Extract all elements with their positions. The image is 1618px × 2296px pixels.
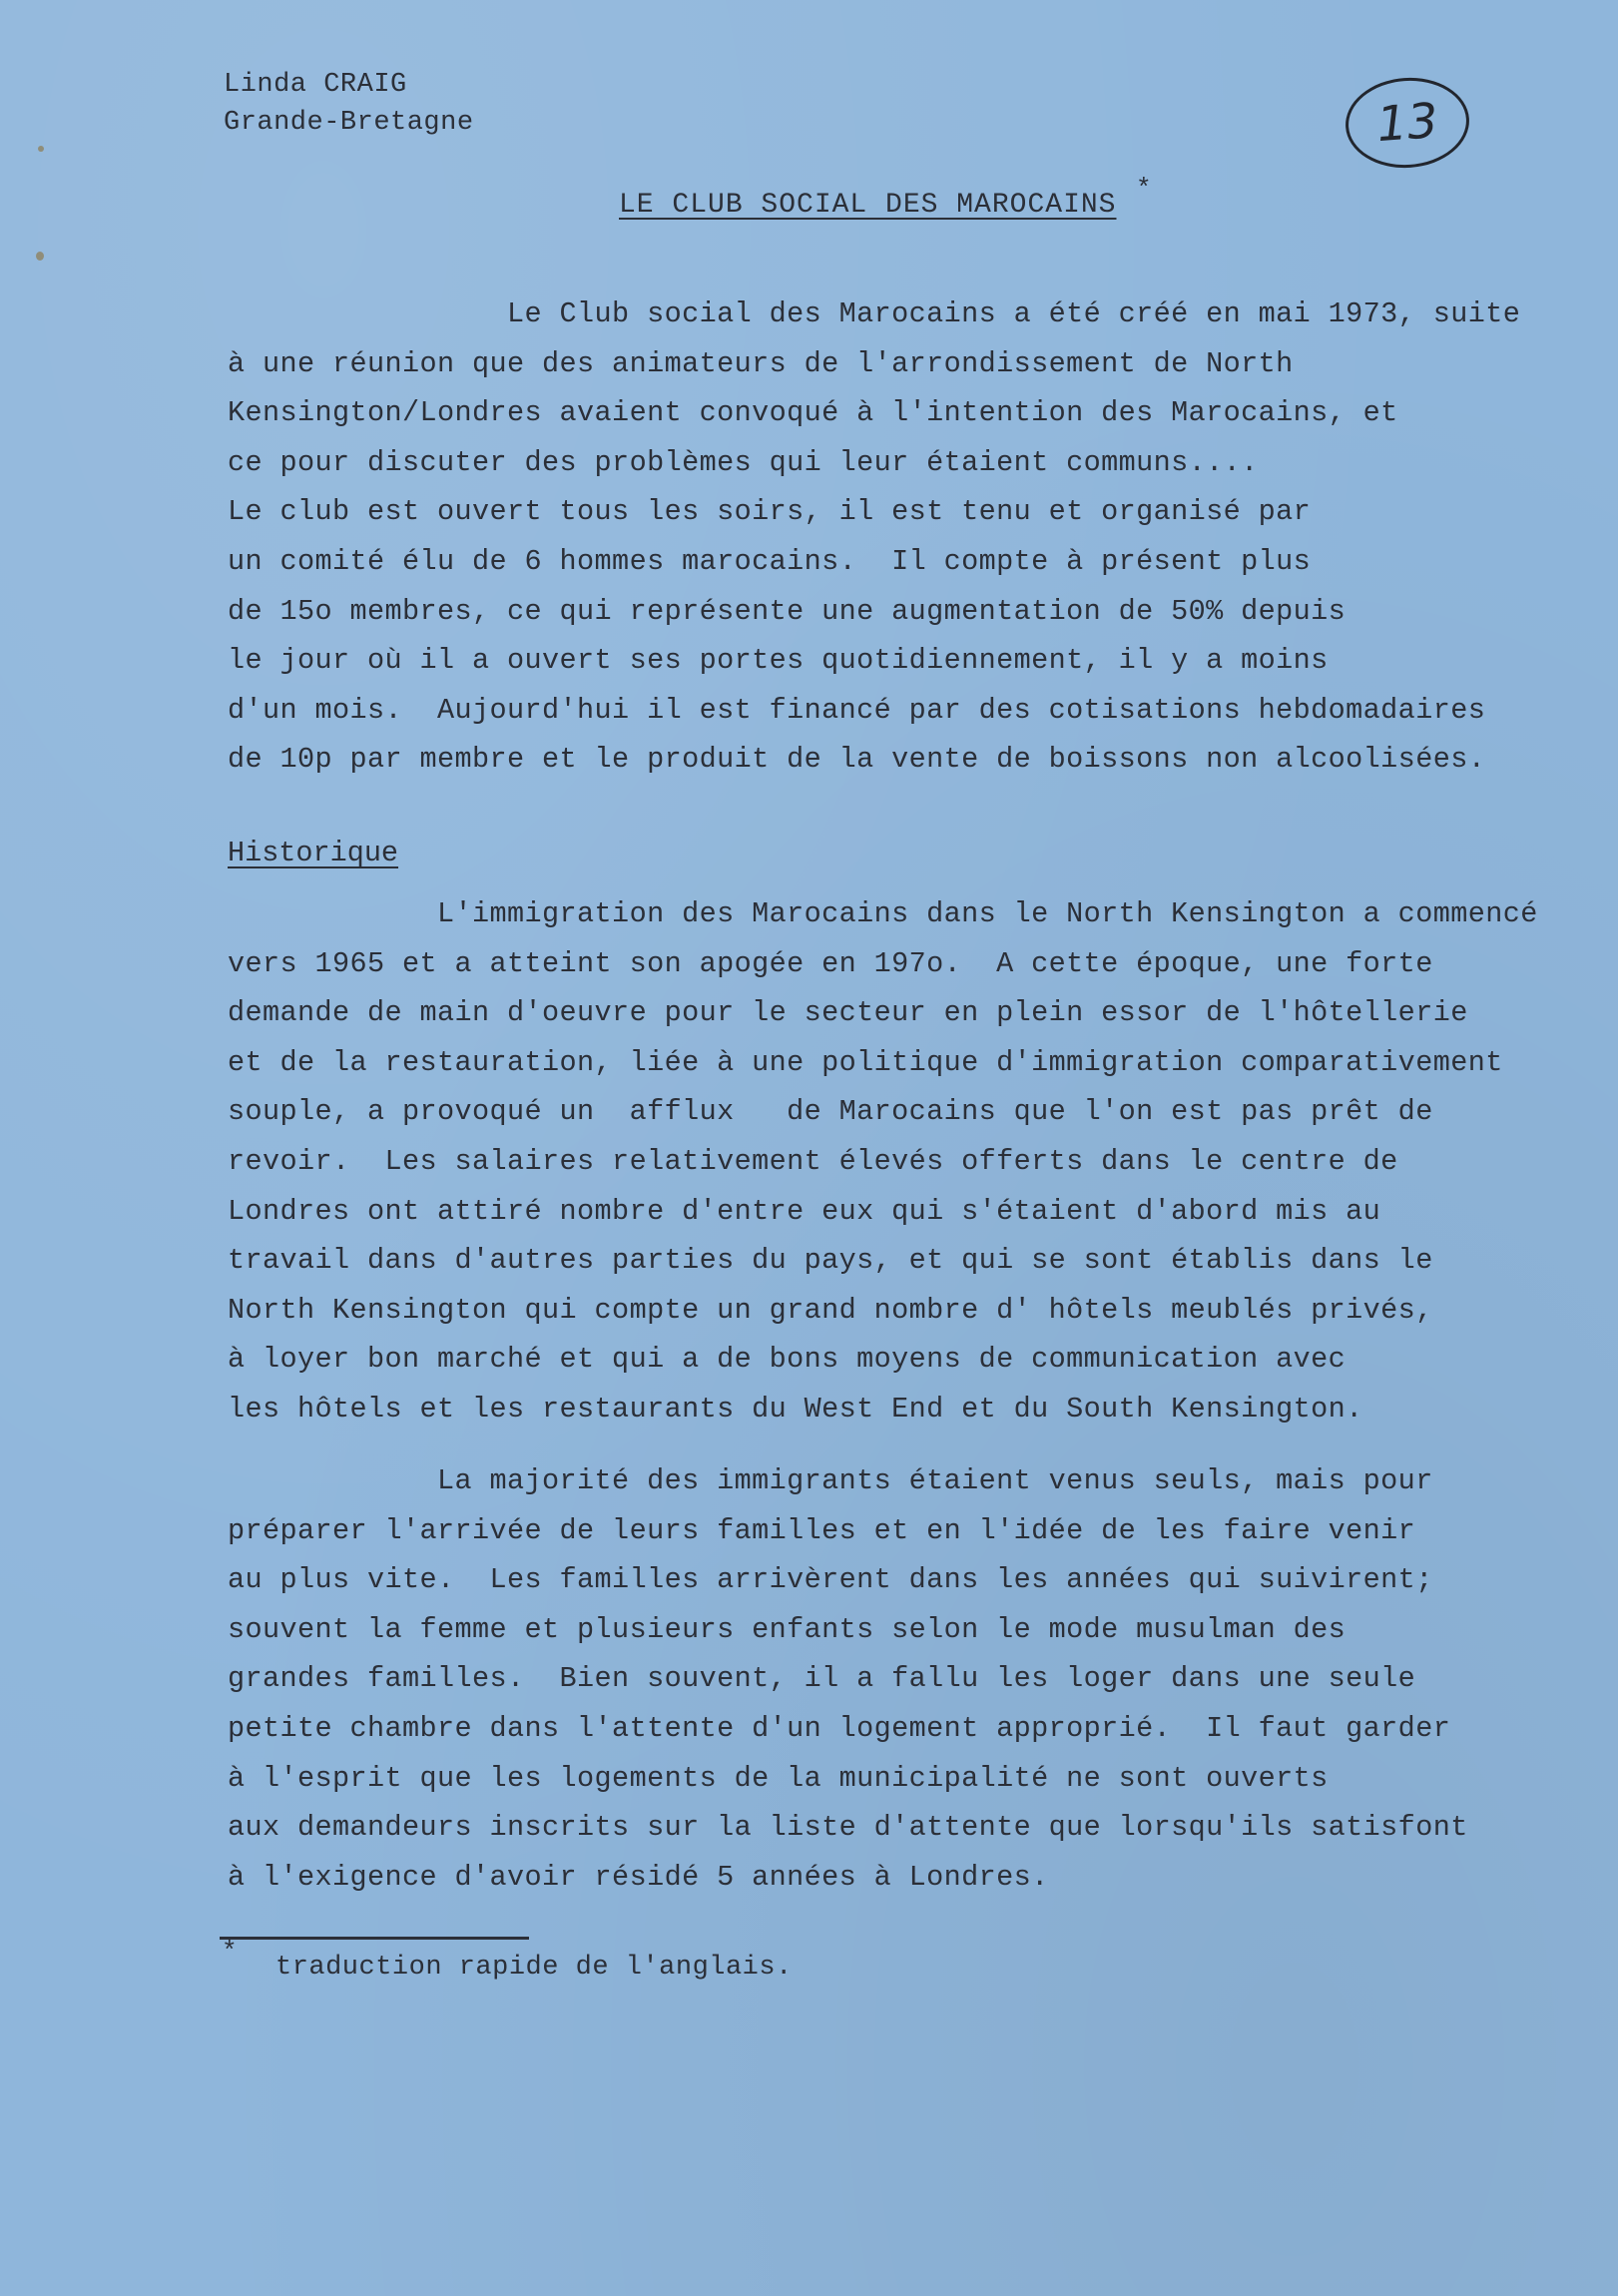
paragraph-historique-1: L'immigration des Marocains dans le North Kensington a commencé vers 1965 et a atteint son apogée en 197o. A cette époque, une forte demande de main d'oeuvre pour le secteur en plein essor de l'hôtellerie et de la restauration, liée à une politique d'immigration comparativement souple, a provoqué un afflux de Marocains que l'on est pas prêt de revoir. Les salaires relativement élevés offerts dans le centre de Londres ont attiré nombre d'entre eux qui s'étaient d'abord mis au travail dans d'autres parties du pays, et qui se sont établis dans le North Kensington qui compte un grand nombre d' hôtels meublés privés, à loyer bon marché et qui a de bons moyens de communication avec les hôtels et les restaurants du West End et du South Kensington. [228,897,1538,1426]
footnote-marker: * [222,1937,238,1967]
author-name: Linda CRAIG [224,70,407,100]
page-number-handwritten [1343,74,1472,172]
paragraph-historique-2: La majorité des immigrants étaient venus seuls, mais pour préparer l'arrivée de leurs familles et en l'idée de les faire venir au plus vite. Les familles arrivèrent dans les années qui suivirent; souvent la femme et plusieurs enfants selon le mode musulman des grandes familles. Bien souvent, il a fallu les loger dans une seule petite chambre dans l'attente d'un logement approprié. Il faut garder à l'esprit que les logements de la municipalité ne sont ouverts aux demandeurs inscrits sur la liste d'attente que lorsqu'ils satisfont à l'exigence d'avoir résidé 5 années à Londres. [228,1464,1468,1894]
footnote-text: traduction rapide de l'anglais. [275,1953,793,1983]
paper-speck [38,146,44,152]
section-heading-historique: Historique [228,837,399,869]
paragraph-intro: Le Club social des Marocains a été créé en mai 1973, suite à une réunion que des animateurs de l'arrondissement de North Kensington/Londres avaient convoqué à l'intention des Marocains, et ce pour discuter des problèmes qui leur étaient communs.... Le club est ouvert tous les soirs, il est tenu et organisé par un comité élu de 6 hommes marocains. Il compte à présent plus de 15o membres, ce qui représente une augmentation de 50% depuis le jour où il a ouvert ses portes quotidiennement, il y a moins d'un mois. Aujourd'hui il est financé par des cotisations hebdomadaires de 10p par membre et le produit de la vente de boissons non alcoolisées. [228,297,1521,777]
page-number-text: 13 [1374,92,1440,154]
author-country: Grande-Bretagne [224,108,474,138]
title-footnote-marker: * [1136,174,1152,204]
document-title: LE CLUB SOCIAL DES MAROCAINS [619,190,1117,221]
footnote-divider [220,1937,529,1940]
paper-speck [36,252,44,261]
author-header [224,66,474,142]
